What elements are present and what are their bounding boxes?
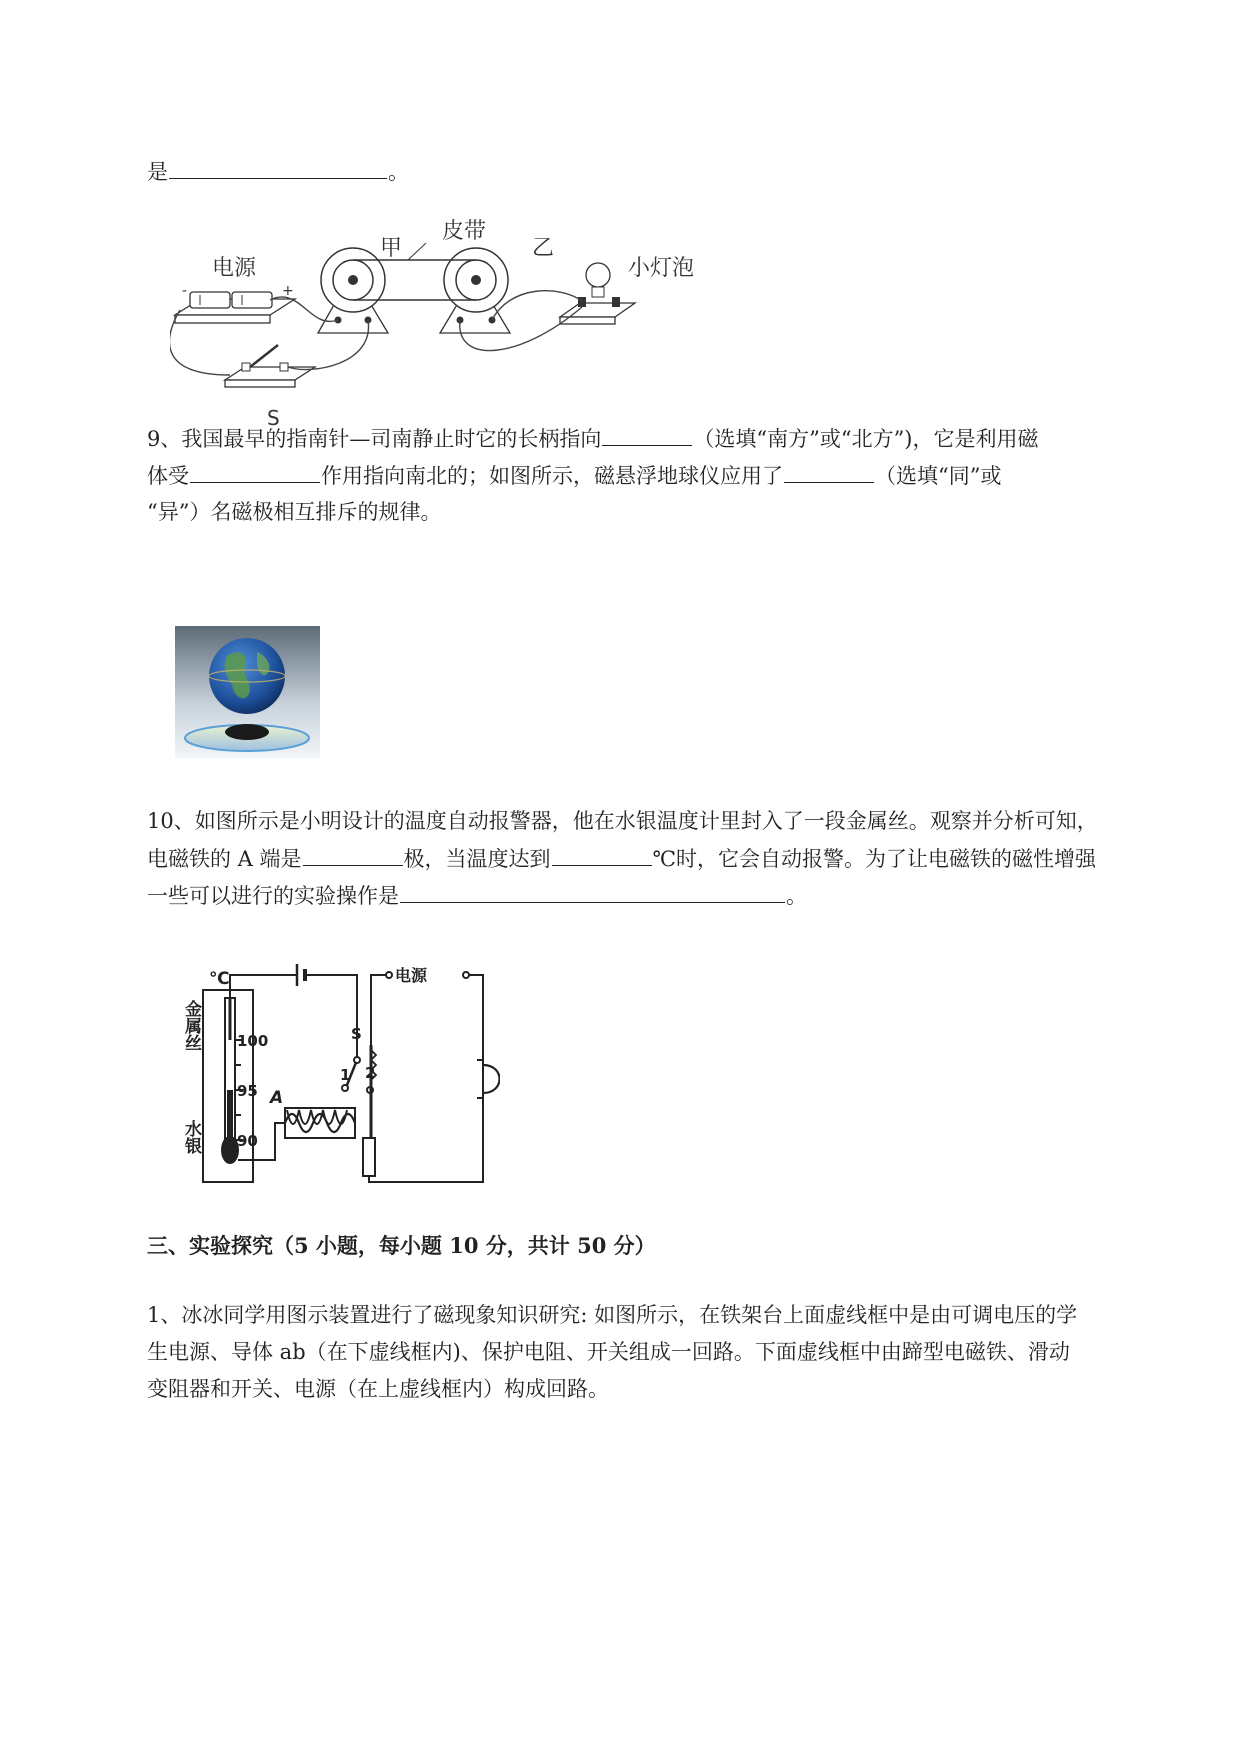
e1-line-3: 变阻器和开关、电源（在上虚线框内）构成回路。 [147, 1377, 609, 1401]
yi-label: 乙 [532, 236, 555, 261]
q9-text-2a: 体受 [147, 464, 189, 488]
q10-blank-temperature[interactable] [552, 843, 652, 866]
unit-label: ℃ [209, 969, 230, 989]
power-label: 电源 [212, 256, 257, 281]
q9-text-1a: 9、我国最早的指南针—司南静止时它的长柄指向 [147, 427, 602, 451]
contact-1-label: 1 [340, 1066, 351, 1084]
contact-2-label: 2 [365, 1064, 376, 1082]
q9-blank-direction[interactable] [602, 423, 692, 446]
jia-label: 甲 [380, 236, 403, 261]
q9-blank-force[interactable] [190, 460, 320, 483]
q8-suffix: 。 [388, 160, 409, 184]
bulb-label: 小灯泡 [628, 256, 695, 281]
q8-answer-line [147, 156, 409, 187]
q10-line-3 [147, 880, 807, 911]
maglev-globe-photo [175, 626, 320, 758]
q10-text-2b: 极，当温度达到 [403, 847, 551, 871]
switch-label: S [267, 406, 280, 430]
switch-icon [225, 345, 315, 387]
e1-line-1: 1、冰冰同学用图示装置进行了磁现象知识研究: 如图所示，在铁架台上面虚线框中是由可调电压的学 [147, 1303, 1078, 1327]
q9-line-1 [147, 423, 1039, 454]
q10-text-3a: 一些可以进行的实验操作是 [147, 884, 399, 908]
q9-blank-pole[interactable] [784, 460, 874, 483]
q10-blank-pole[interactable] [303, 843, 403, 866]
battery-icon [175, 292, 295, 323]
q9-text-3: “异”）名磁极相互排斥的规律。 [147, 500, 442, 524]
q9-text-2c: （选填“同”或 [875, 464, 1002, 488]
q10-text-1: 10、如图所示是小明设计的温度自动报警器，他在水银温度计里封入了一段金属丝。观察并分析可知， [147, 809, 1098, 833]
minus-sign: - [182, 283, 188, 299]
metal-wire-label: 金属丝 [181, 1000, 201, 1051]
q10-line-2 [147, 843, 1096, 874]
q9-text-1b: （选填“南方”或“北方”)，它是利用磁 [693, 427, 1039, 451]
e1-line-2: 生电源、导体 ab（在下虚线框内)、保护电阻、开关组成一回路。下面虚线框中由蹄型电磁铁、滑动 [147, 1340, 1070, 1364]
tick-95: 95 [237, 1082, 258, 1100]
q10-line-1 [147, 806, 1098, 836]
bell-icon [483, 1065, 500, 1093]
q8-prefix: 是 [147, 160, 168, 184]
section-3-title: 三、实验探究（5 小题，每小题 10 分，共计 50 分） [147, 1233, 656, 1258]
q10-text-2a: 电磁铁的 A 端是 [147, 847, 302, 871]
temperature-alarm-figure [175, 950, 500, 1190]
tick-90: 90 [237, 1132, 258, 1150]
belt-generator-figure [170, 215, 730, 430]
q10-blank-operation[interactable] [400, 880, 785, 903]
q10-text-2c: ℃时，它会自动报警。为了让电磁铁的磁性增强 [652, 847, 1097, 871]
q9-line-2 [147, 460, 1001, 491]
mercury-label: 水银 [181, 1120, 201, 1154]
switch-s-label: S [351, 1025, 362, 1043]
q9-text-2b: 作用指向南北的；如图所示，磁悬浮地球仪应用了 [321, 464, 783, 488]
tick-100: 100 [237, 1032, 269, 1050]
q8-answer-blank[interactable] [169, 156, 387, 179]
plus-sign: + [282, 283, 294, 299]
belt-label: 皮带 [442, 219, 487, 244]
q10-text-3b: 。 [786, 884, 807, 908]
q9-line-3 [147, 497, 441, 527]
power-source-label: 电源 [395, 966, 428, 985]
a-end-label: A [270, 1088, 284, 1108]
